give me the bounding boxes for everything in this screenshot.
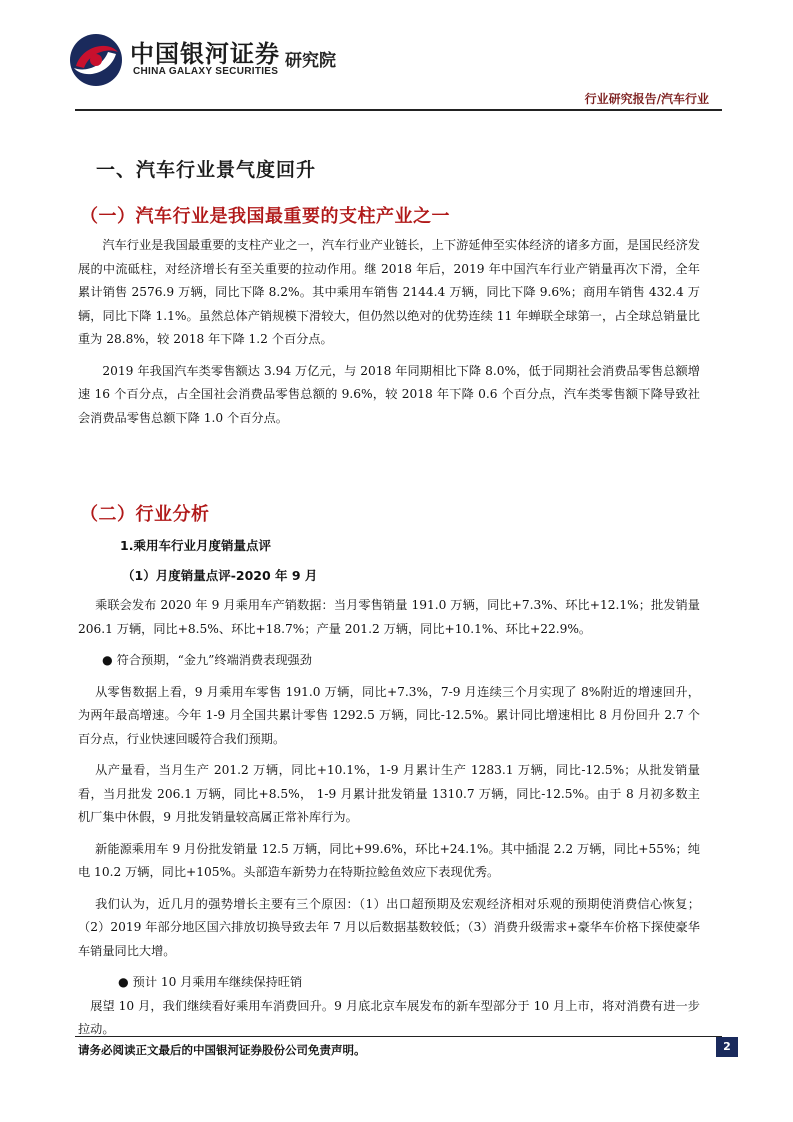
bullet-item (118, 971, 700, 995)
institute-label: 研究院 (285, 51, 336, 71)
header-divider (75, 109, 722, 111)
paragraph: 我们认为，近几月的强势增长主要有三个原因：（1）出口超预期及宏观经济相对乐观的预期使消费信心恢复；（2）2019 年部分地区国六排放切换导致去年 7 月以后数据基数较低；（3）消费升级需求+豪华车价格下探使豪华车销量同比大增。 (78, 896, 700, 958)
galaxy-logo-icon (68, 32, 124, 88)
paragraph: 展望 10 月，我们继续看好乘用车消费回升。9 月底北京车展发布的新车型部分于 10 月上市，将对消费有进一步拉动。 (78, 998, 700, 1036)
bullet-icon: ● (118, 975, 129, 989)
bullet-item (102, 649, 700, 673)
section-1-1-title: （一）汽车行业是我国最重要的支柱产业之一 (80, 206, 450, 227)
paragraph: 从零售数据上看，9 月乘用车零售 191.0 万辆，同比+7.3%，7-9 月连续三个月实现了 8%附近的增速回升，为两年最高增速。今年 1-9 月全国共累计零售 1292.5 万辆，同比-12.5%。累计同比增速相比 8 月份回升 2.7 个百分点，行业快速回暖符合我们预期。 (78, 684, 700, 746)
logo-chinese-name: 中国银河证券 (130, 40, 280, 68)
subsubsection-title: （1）月度销量点评-2020 年 9 月 (122, 568, 318, 583)
spacer (78, 438, 700, 500)
paragraph: 乘联会发布 2020 年 9 月乘用车产销数据：当月零售销量 191.0 万辆，同比+7.3%、环比+12.1%；批发销量 206.1 万辆，同比+8.5%、环比+18.7%；产量 201.2 万辆，同比+10.1%、环比+22.9%。 (78, 598, 700, 636)
footer-divider (75, 1036, 722, 1037)
section-1-2-title: （二）行业分析 (80, 504, 210, 525)
bullet-text: 预计 10 月乘用车继续保持旺销 (132, 975, 303, 989)
page-header (0, 0, 793, 112)
paragraph: 2019 年我国汽车类零售额达 3.94 万亿元，与 2018 年同期相比下降 8.0%，低于同期社会消费品零售总额增速 16 个百分点，占全国社会消费品零售总额的 9.6%，较 2018 年下降 0.6 个百分点，汽车类零售额下降导致社会消费品零售总额下降 1.0 个百分点。 (78, 363, 700, 425)
paragraph: 新能源乘用车 9 月份批发销量 12.5 万辆，同比+99.6%，环比+24.1%。其中插混 2.2 万辆，同比+55%；纯电 10.2 万辆，同比+105%。头部造车新势力在特斯拉鲶鱼效应下表现优秀。 (78, 841, 700, 879)
subsection-title: 1.乘用车行业月度销量点评 (120, 538, 271, 553)
paragraph: 从产量看，当月生产 201.2 万辆，同比+10.1%，1-9 月累计生产 1283.1 万辆，同比-12.5%；从批发销量看，当月批发 206.1 万辆，同比+8.5%， 1-9 月累计批发销量 1310.7 万辆，同比-12.5%。由于 8 月初多数主机厂集中休假，9 月批发销量较高属正常补库行为。 (78, 763, 700, 824)
bullet-icon: ● (102, 653, 113, 667)
bullet-text: 符合预期，“金九”终端消费表现强劲 (116, 653, 312, 667)
disclaimer-text: 请务必阅读正文最后的中国银河证券股份公司免责声明。 (78, 1043, 366, 1057)
main-content (78, 155, 700, 1050)
page-number: 2 (716, 1037, 738, 1057)
paragraph: 汽车行业是我国最重要的支柱产业之一，汽车行业产业链长，上下游延伸至实体经济的诸多方面，是国民经济发展的中流砥柱，对经济增长有至关重要的拉动作用。继 2018 年后，2019 年中国汽车行业产销量再次下滑，全年累计销售 2576.9 万辆，同比下降 8.2%。其中乘用车销售 2144.4 万辆，同比下降 9.6%；商用车销售 432.4 万辆，同比下降 1.1%。虽然总体产销规模下滑较大，但仍然以绝对的优势连续 11 年蝉联全球第一，占全球总销量比重为 28.8%，较 2018 年下降 1.2 个百分点。 (78, 238, 700, 346)
section-1-title: 一、汽车行业景气度回升 (96, 159, 317, 181)
report-type-label: 行业研究报告/汽车行业 (584, 92, 709, 106)
logo-english-name: CHINA GALAXY SECURITIES (133, 66, 279, 77)
